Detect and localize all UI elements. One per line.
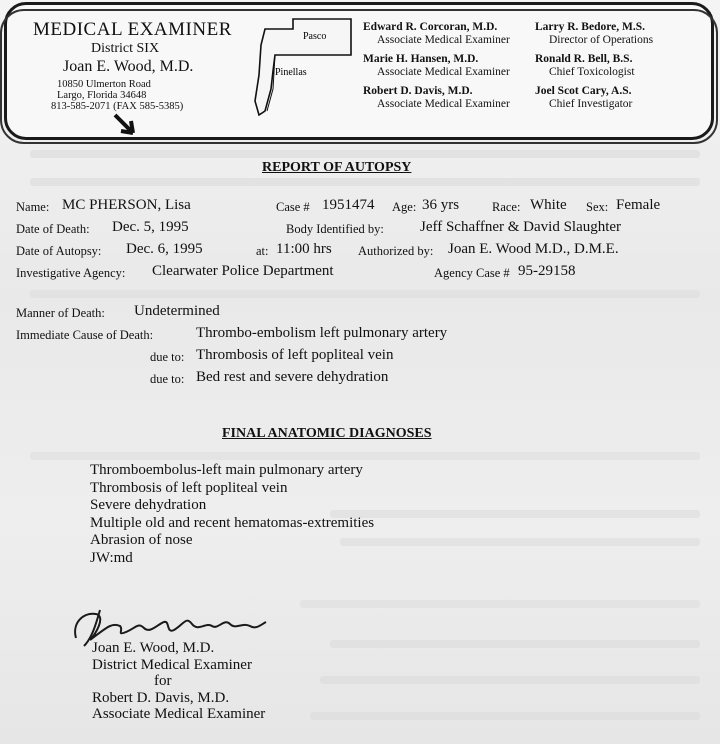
cause-of-death: Thrombo-embolism left pulmonary artery bbox=[196, 325, 448, 341]
agency-name: Clearwater Police Department bbox=[152, 263, 334, 279]
signer-title-2: Associate Medical Examiner bbox=[92, 706, 266, 722]
age-label: Age: bbox=[392, 200, 417, 214]
diagnosis-item: Thromboembolus-left main pulmonary artery bbox=[90, 462, 363, 478]
sex-label: Sex: bbox=[586, 200, 609, 214]
cause-label: Immediate Cause of Death: bbox=[16, 328, 154, 342]
identified-by: Jeff Schaffner & David Slaughter bbox=[420, 219, 622, 235]
chief-name: Joan E. Wood, M.D. bbox=[63, 58, 194, 75]
agency-case-label: Agency Case # bbox=[434, 266, 510, 280]
due-to-2: Bed rest and severe dehydration bbox=[196, 369, 389, 385]
diagnosis-item: Severe dehydration bbox=[90, 497, 207, 513]
letterhead bbox=[4, 2, 714, 140]
date-of-autopsy: Dec. 6, 1995 bbox=[126, 241, 203, 257]
address-line: Largo, Florida 34648 bbox=[57, 90, 147, 101]
signature-block bbox=[92, 640, 265, 723]
staff-entry: Joel Scot Cary, A.S. Chief Investigator bbox=[535, 85, 633, 110]
autopsy-time: 11:00 hrs bbox=[276, 241, 332, 257]
diagnosis-item: Multiple old and recent hematomas-extremities bbox=[90, 514, 375, 531]
case-label: Case # bbox=[276, 200, 310, 214]
name-label: Name: bbox=[16, 200, 50, 214]
date-of-autopsy-label: Date of Autopsy: bbox=[16, 244, 102, 258]
due-to-1: Thrombosis of left popliteal vein bbox=[196, 347, 394, 363]
signer-name-2: Robert D. Davis, M.D. bbox=[92, 689, 230, 706]
due-to-label: due to: bbox=[150, 372, 185, 386]
staff-entry: Edward R. Corcoran, M.D. Associate Medical Examiner bbox=[363, 21, 510, 46]
report-title: REPORT OF AUTOPSY bbox=[262, 160, 412, 175]
map-label-pasco: Pasco bbox=[303, 31, 327, 42]
staff-entry: Marie H. Hansen, M.D. Associate Medical Examiner bbox=[363, 53, 510, 78]
diagnosis-item: Thrombosis of left popliteal vein bbox=[90, 479, 288, 496]
staff-entry: Larry R. Bedore, M.S. Director of Operations bbox=[535, 21, 654, 46]
address-line: 813-585-2071 (FAX 585-5385) bbox=[51, 101, 184, 112]
sex-value: Female bbox=[616, 197, 661, 213]
date-of-death: Dec. 5, 1995 bbox=[112, 219, 189, 235]
at-label: at: bbox=[256, 244, 269, 258]
district-label: District SIX bbox=[91, 41, 160, 56]
race-label: Race: bbox=[492, 200, 521, 214]
decedent-name: MC PHERSON, Lisa bbox=[62, 197, 191, 213]
authorized-by: Joan E. Wood M.D., D.M.E. bbox=[448, 241, 619, 257]
agency-label: Investigative Agency: bbox=[16, 266, 126, 280]
county-map-icon bbox=[253, 15, 353, 127]
race-value: White bbox=[530, 197, 567, 213]
staff-entry: Robert D. Davis, M.D. Associate Medical Examiner bbox=[363, 85, 510, 110]
signer-title: District Medical Examiner bbox=[92, 656, 252, 673]
signer-name: Joan E. Wood, M.D. bbox=[92, 640, 215, 656]
case-number: 1951474 bbox=[322, 197, 375, 213]
arrow-icon bbox=[113, 113, 139, 139]
diagnosis-item: Abrasion of nose bbox=[90, 532, 193, 548]
initials: JW:md bbox=[90, 549, 133, 566]
diagnoses-list bbox=[90, 462, 374, 567]
agency-case-number: 95-29158 bbox=[518, 263, 576, 279]
date-of-death-label: Date of Death: bbox=[16, 222, 90, 236]
manner-label: Manner of Death: bbox=[16, 306, 105, 320]
office-title: MEDICAL EXAMINER bbox=[33, 19, 232, 40]
staff-entry: Ronald R. Bell, B.S. Chief Toxicologist bbox=[535, 53, 635, 78]
age-value: 36 yrs bbox=[422, 197, 460, 213]
identified-by-label: Body Identified by: bbox=[286, 222, 384, 236]
due-to-label: due to: bbox=[150, 350, 185, 364]
for-label: for bbox=[154, 673, 172, 689]
diagnoses-title: FINAL ANATOMIC DIAGNOSES bbox=[222, 426, 432, 441]
map-label-pinellas: Pinellas bbox=[275, 67, 307, 78]
authorized-by-label: Authorized by: bbox=[358, 244, 434, 258]
manner-of-death: Undetermined bbox=[134, 303, 220, 319]
address-line: 10850 Ulmerton Road bbox=[57, 79, 151, 90]
